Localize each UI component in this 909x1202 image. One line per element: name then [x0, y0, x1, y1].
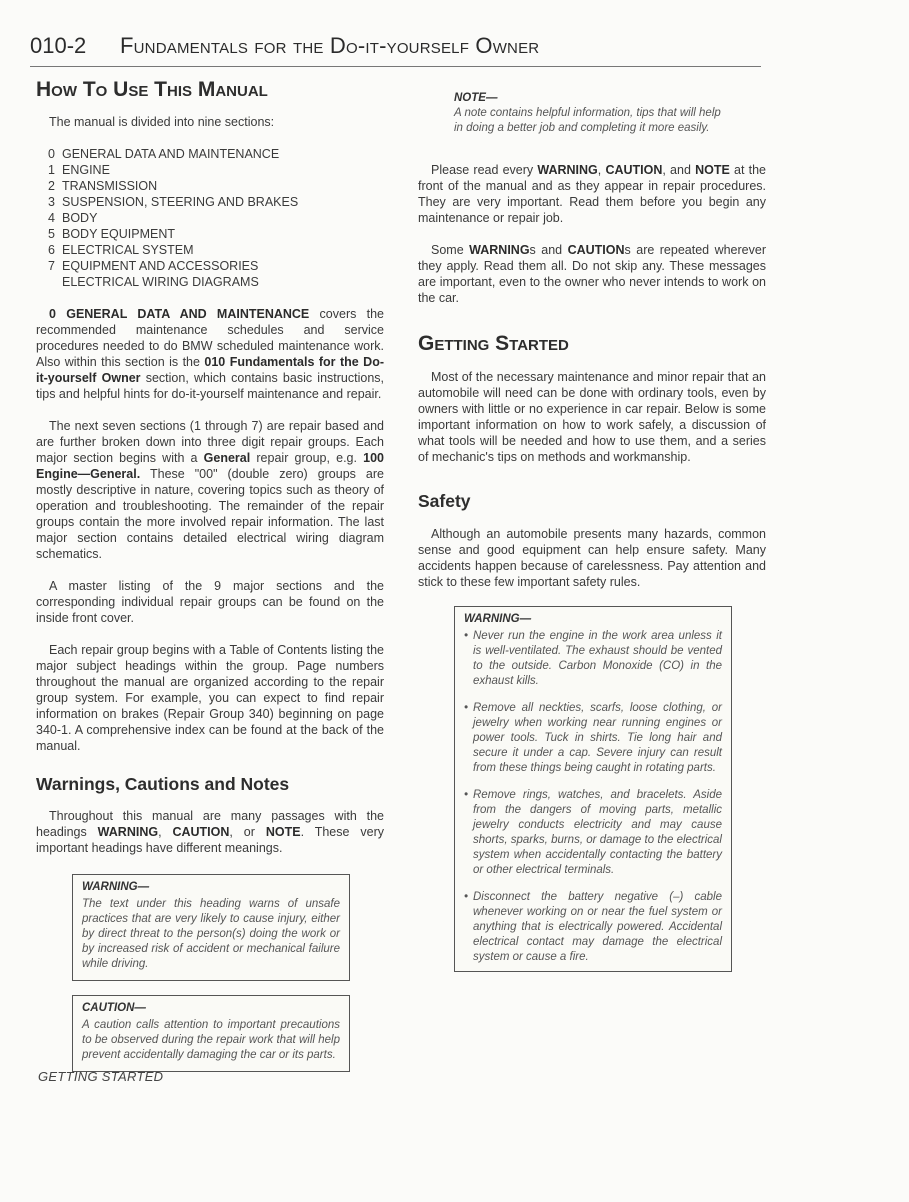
page-number: 010-2 — [30, 33, 87, 58]
page-footer: GETTING STARTED — [38, 1069, 164, 1084]
section-number: 6 — [48, 243, 55, 257]
section-heading-getting-started: Getting Started — [418, 332, 569, 355]
text-run: , — [158, 825, 173, 839]
bold-text: CAUTION — [567, 243, 625, 257]
section-list-item — [48, 194, 384, 210]
section-label: TRANSMISSION — [62, 179, 158, 193]
text-run: The next seven sections (1 through 7) are repair based and are further broken down into three digit repair groups. Each major section begins with a — [36, 419, 384, 465]
paragraph-table-of-contents: Each repair group begins with a Table of Contents listing the major subject headings within the group. Page numbers throughout the manual are organized according to the repair group system. For example, you can expect to find repair information on brakes (Repair Group 340) beginning on page 340-1. A comprehensive index can be found at the back of the manual. — [36, 643, 384, 753]
safety-bullet-item — [464, 701, 722, 776]
text-run: These "00" (double zero) groups are mostly descriptive in nature, covering topics such as theory of operation and troubleshooting. The remainder of the repair groups contain the more involved repair information. The last major section contains detailed electrical wiring diagram schematics. — [36, 467, 384, 561]
bold-text: WARNING — [469, 243, 530, 257]
note-block — [418, 90, 766, 136]
section-label: BODY — [62, 211, 98, 225]
paragraph-general-data — [36, 306, 384, 402]
right-column — [418, 90, 766, 972]
caution-text: A caution calls attention to important precautions to be observed during the repair work that will help prevent accidentally damaging the car or its parts. — [82, 1019, 340, 1061]
text-run: Some — [431, 243, 470, 257]
bold-text: CAUTION — [172, 825, 230, 839]
bold-text: WARNING — [97, 825, 159, 839]
page-header — [30, 30, 761, 67]
section-label: GENERAL DATA AND MAINTENANCE — [62, 147, 280, 161]
bullet-icon: • — [464, 789, 469, 801]
bold-text: CAUTION — [605, 163, 663, 177]
warning-box — [72, 874, 350, 981]
bold-text: General — [203, 451, 251, 465]
section-label: ENGINE — [62, 163, 110, 177]
text-run: Please read every — [431, 163, 538, 177]
paragraph-repair-sections — [36, 418, 384, 562]
paragraph-master-listing: A master listing of the 9 major sections and the corresponding individual repair groups can be found on the inside front cover. — [36, 579, 384, 625]
bullet-text: Remove all neckties, scarfs, loose clothing, or jewelry when working near running engines or power tools. Tuck in shirts. Tie long hair and secure it under a cap. Severe injury can result from these things being caught in rotating parts. — [473, 702, 722, 774]
paragraph-getting-started: Most of the necessary maintenance and minor repair that an automobile will need can be done with ordinary tools, even by owners with little or no experience in car repair. Below is some important information on how to work safely, a discussion of what tools will be needed and how to use them, and a series of mechanic's tips on methods and workmanship. — [418, 370, 766, 464]
text-run: covers the recommended maintenance schedules and service procedures needed to do BMW scheduled maintenance work. Also within this section is the — [36, 307, 385, 369]
section-label: SUSPENSION, STEERING AND BRAKES — [62, 195, 299, 209]
left-column — [36, 78, 385, 1072]
bold-text: NOTE — [265, 825, 301, 839]
bold-text: 0 GENERAL DATA AND MAINTENANCE — [49, 307, 310, 321]
text-run: at the front of the manual and as they appear in repair procedures. They are very important. Read them before you begin any maintenance or repair job. — [418, 163, 766, 225]
safety-bullet-item — [464, 890, 722, 965]
section-number: 0 — [48, 147, 55, 161]
paragraph-warnings-intro — [36, 808, 384, 856]
bullet-text: Disconnect the battery negative (–) cable whenever working on or near the fuel system or anything that is electrically powered. Accidental electrical contact may damage the electrical system or cause a fire. — [473, 891, 722, 963]
section-number: 4 — [48, 211, 55, 225]
safety-bullet-list — [464, 629, 722, 965]
text-run: . These very important headings have different meanings. — [36, 825, 384, 855]
section-label: ELECTRICAL WIRING DIAGRAMS — [62, 275, 259, 289]
text-run: , and — [662, 163, 696, 177]
section-list-item — [48, 226, 384, 242]
caution-box — [72, 995, 350, 1072]
text-run: s and — [529, 243, 568, 257]
text-run: Throughout this manual are many passages with the headings — [36, 809, 384, 839]
bullet-text: Remove rings, watches, and bracelets. Aside from the dangers of moving parts, metallic jewelry conducts electricity and may cause shorts, sparks, burns, or damage to the electrical system when accidentally contacting the battery or other electrical terminals. — [473, 789, 722, 876]
safety-warning-box — [454, 606, 732, 972]
page-title: Fundamentals for the Do-it-yourself Owner — [120, 33, 540, 58]
section-number: 5 — [48, 227, 55, 241]
paragraph-read-warnings — [418, 162, 766, 226]
paragraph-repeated-warnings — [418, 242, 766, 306]
section-list-item — [48, 210, 384, 226]
section-number: 2 — [48, 179, 55, 193]
note-label: NOTE— — [454, 92, 498, 104]
section-list-item — [48, 274, 384, 290]
text-run: s are repeated wherever they apply. Read them all. Do not skip any. These messages are important, even to the owner who never intends to work on the car. — [418, 243, 766, 305]
bullet-text: Never run the engine in the work area unless it is well-ventilated. The exhaust should be vented to the outside. Carbon Monoxide (CO) in the exhaust kills. — [473, 630, 722, 687]
text-run: section, which contains basic instructions, tips and helpful hints for do-it-yourself maintenance and repair. — [36, 371, 384, 401]
section-list-item — [48, 242, 384, 258]
section-list-item — [48, 162, 384, 178]
section-number: 3 — [48, 195, 55, 209]
bullet-icon: • — [464, 630, 469, 642]
section-list-item — [48, 258, 384, 274]
bullet-icon: • — [464, 891, 469, 903]
bold-text: 010 Fundamentals for the Do-it-yourself Owner — [36, 355, 384, 385]
section-label: ELECTRICAL SYSTEM — [62, 243, 194, 257]
section-list-item — [48, 178, 384, 194]
section-number: 1 — [48, 163, 55, 177]
text-run: , or — [229, 825, 266, 839]
warning-text: The text under this heading warns of unsafe practices that are very likely to cause injury, either by direct threat to the person(s) doing the work or by increased risk of accident or mechanical failure while driving. — [82, 898, 340, 970]
section-label: EQUIPMENT AND ACCESSORIES — [62, 259, 259, 273]
intro-text: The manual is divided into nine sections: — [49, 115, 275, 129]
bold-text: WARNING — [537, 163, 598, 177]
paragraph-safety: Although an automobile presents many hazards, common sense and good equipment can help ensure safety. Many accidents happen because of carelessness. Pay attention and stick to these few important safety rules. — [418, 527, 766, 589]
note-text: A note contains helpful information, tips that will help in doing a better job and completing it more easily. — [454, 107, 721, 134]
section-heading-warnings: Warnings, Cautions and Notes — [36, 774, 290, 794]
warning-label: WARNING— — [82, 881, 150, 893]
safety-bullet-item — [464, 788, 722, 878]
section-heading-safety: Safety — [418, 491, 471, 511]
bullet-icon: • — [464, 702, 469, 714]
section-number: 7 — [48, 259, 55, 273]
safety-warning-label: WARNING— — [464, 613, 532, 625]
text-run: , — [597, 163, 606, 177]
section-list-item — [48, 146, 384, 162]
text-run: repair group, e.g. — [250, 451, 364, 465]
section-label: BODY EQUIPMENT — [62, 227, 175, 241]
section-list — [36, 146, 384, 290]
bold-text: 100 Engine—General. — [36, 451, 384, 481]
bold-text: NOTE — [695, 163, 730, 177]
caution-label: CAUTION— — [82, 1002, 146, 1014]
section-heading-how-to-use: How To Use This Manual — [36, 78, 268, 101]
safety-bullet-item — [464, 629, 722, 689]
